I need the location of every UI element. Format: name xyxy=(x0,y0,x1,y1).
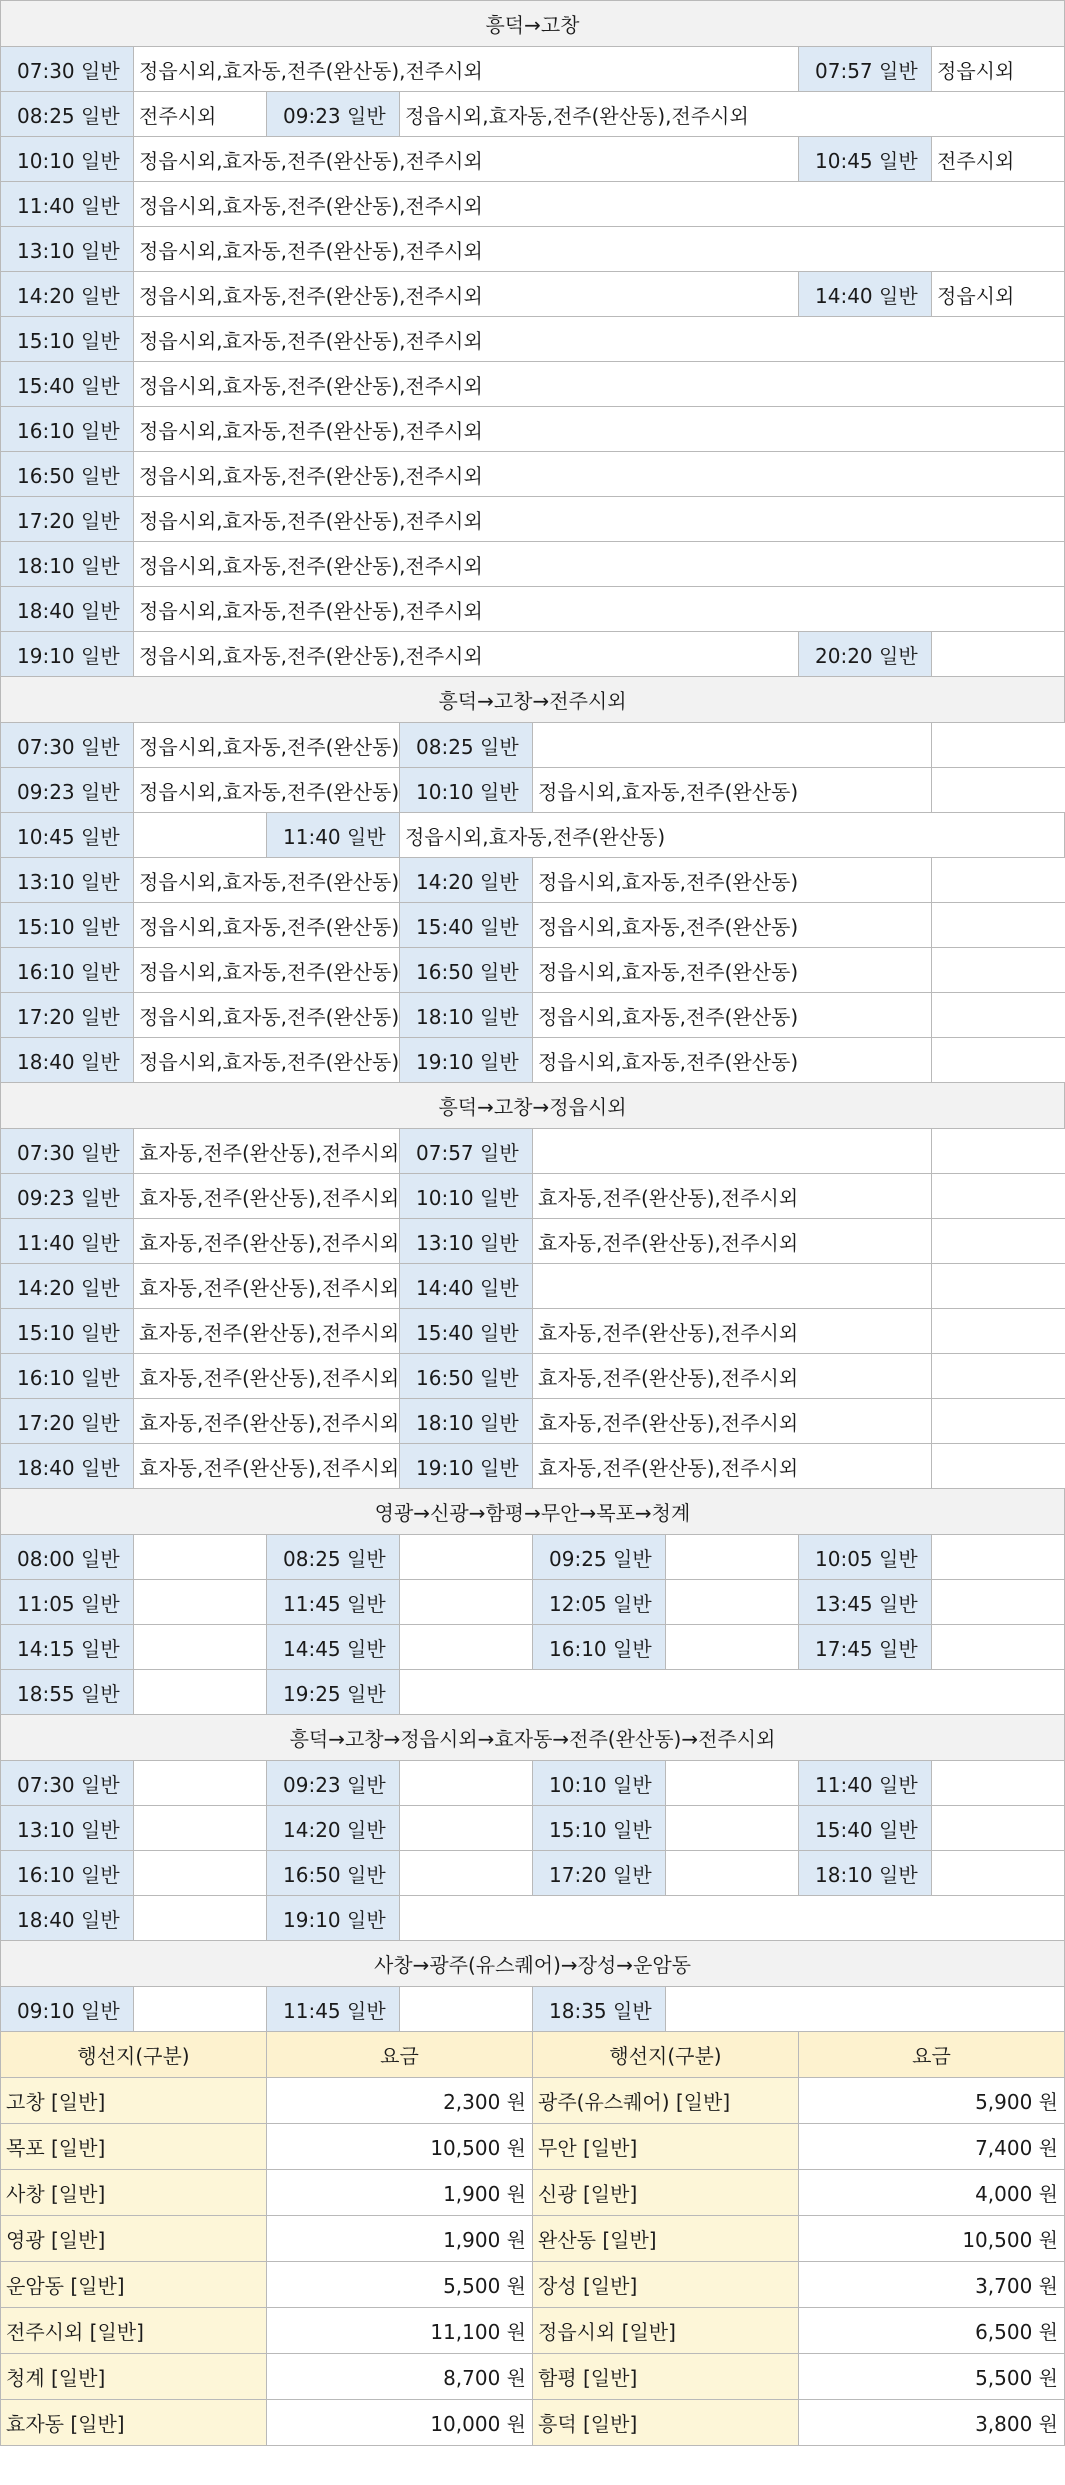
departure-time: 16:50 일반 xyxy=(267,1851,400,1895)
via-stops xyxy=(666,1987,1065,2031)
schedule-row xyxy=(1,1670,1065,1715)
via-stops: 정읍시외 xyxy=(932,47,1065,91)
fare-destination: 전주시외 [일반] xyxy=(1,2308,267,2353)
schedule-row xyxy=(1,1851,1065,1896)
departure-time: 07:30 일반 xyxy=(1,723,134,767)
via-stops: 효자동,전주(완산동),전주시외 xyxy=(134,1399,400,1443)
via-stops: 정읍시외,효자동,전주(완산동) xyxy=(533,948,932,992)
via-stops: 정읍시외,효자동,전주(완산동),전주시외 xyxy=(134,47,799,91)
fare-destination: 사창 [일반] xyxy=(1,2170,267,2215)
schedule-row xyxy=(1,1761,1065,1806)
fare-row xyxy=(1,2124,1065,2170)
via-stops: 정읍시외 xyxy=(932,272,1065,316)
fare-row xyxy=(1,2308,1065,2354)
departure-time: 09:25 일반 xyxy=(533,1535,666,1579)
via-stops: 정읍시외,효자동,전주(완산동) xyxy=(134,858,400,902)
via-stops: 정읍시외,효자동,전주(완산동),전주시외 xyxy=(134,317,1065,361)
via-stops xyxy=(666,1580,799,1624)
via-stops: 정읍시외,효자동,전주(완산동),전주시외 xyxy=(134,632,799,676)
departure-time: 14:15 일반 xyxy=(1,1625,134,1669)
departure-time: 14:40 일반 xyxy=(799,272,932,316)
route-section xyxy=(1,677,1065,1083)
departure-time: 10:10 일반 xyxy=(400,1174,533,1218)
departure-time: 11:45 일반 xyxy=(267,1580,400,1624)
fare-row xyxy=(1,2354,1065,2400)
via-stops: 효자동,전주(완산동),전주시외 xyxy=(134,1444,400,1488)
via-stops xyxy=(134,1806,267,1850)
via-stops xyxy=(932,1625,1065,1669)
via-stops xyxy=(932,632,1065,676)
departure-time: 15:10 일반 xyxy=(1,903,134,947)
fare-price: 3,700 원 xyxy=(799,2262,1065,2307)
schedule-row xyxy=(1,1129,1065,1174)
departure-time: 11:40 일반 xyxy=(267,813,400,857)
via-stops xyxy=(932,1761,1065,1805)
departure-time: 11:45 일반 xyxy=(267,1987,400,2031)
schedule-row xyxy=(1,407,1065,452)
via-stops: 효자동,전주(완산동),전주시외 xyxy=(533,1174,932,1218)
fare-destination: 장성 [일반] xyxy=(533,2262,799,2307)
departure-time: 15:10 일반 xyxy=(533,1806,666,1850)
departure-time: 18:40 일반 xyxy=(1,1038,134,1082)
via-stops: 정읍시외,효자동,전주(완산동) xyxy=(533,1038,932,1082)
departure-time: 13:10 일반 xyxy=(1,858,134,902)
via-stops xyxy=(932,1580,1065,1624)
departure-time: 14:20 일반 xyxy=(400,858,533,902)
fare-destination: 효자동 [일반] xyxy=(1,2400,267,2445)
fare-price-header: 요금 xyxy=(267,2032,533,2077)
fare-destination: 운암동 [일반] xyxy=(1,2262,267,2307)
via-stops xyxy=(533,1264,932,1308)
departure-time: 16:10 일반 xyxy=(1,1354,134,1398)
fare-destination: 영광 [일반] xyxy=(1,2216,267,2261)
fare-row xyxy=(1,2216,1065,2262)
schedule-row xyxy=(1,1625,1065,1670)
fare-price: 1,900 원 xyxy=(267,2170,533,2215)
departure-time: 13:10 일반 xyxy=(1,1806,134,1850)
via-stops: 정읍시외,효자동,전주(완산동) xyxy=(134,723,400,767)
schedule-row xyxy=(1,903,1065,948)
via-stops: 정읍시외,효자동,전주(완산동),전주시외 xyxy=(134,407,1065,451)
route-title-row xyxy=(1,1715,1065,1761)
departure-time: 07:30 일반 xyxy=(1,1129,134,1173)
via-stops xyxy=(533,723,932,767)
fare-price: 2,300 원 xyxy=(267,2078,533,2123)
departure-time: 18:55 일반 xyxy=(1,1670,134,1714)
via-stops xyxy=(400,1896,1065,1940)
schedule-row xyxy=(1,1038,1065,1083)
via-stops xyxy=(400,1987,533,2031)
fare-price: 11,100 원 xyxy=(267,2308,533,2353)
departure-time: 09:23 일반 xyxy=(267,1761,400,1805)
fare-destination: 완산동 [일반] xyxy=(533,2216,799,2261)
fare-table xyxy=(1,2032,1065,2446)
departure-time: 18:10 일반 xyxy=(400,1399,533,1443)
via-stops xyxy=(400,1625,533,1669)
departure-time: 13:10 일반 xyxy=(1,227,134,271)
schedule-row xyxy=(1,47,1065,92)
departure-time: 13:10 일반 xyxy=(400,1219,533,1263)
departure-time: 19:10 일반 xyxy=(1,632,134,676)
departure-time: 18:40 일반 xyxy=(1,1896,134,1940)
departure-time: 17:20 일반 xyxy=(1,993,134,1037)
via-stops: 정읍시외,효자동,전주(완산동) xyxy=(134,993,400,1037)
departure-time: 10:05 일반 xyxy=(799,1535,932,1579)
via-stops: 정읍시외,효자동,전주(완산동) xyxy=(533,903,932,947)
fare-price: 10,500 원 xyxy=(267,2124,533,2169)
fare-row xyxy=(1,2078,1065,2124)
departure-time: 11:40 일반 xyxy=(1,1219,134,1263)
schedule-row xyxy=(1,768,1065,813)
route-title: 영광→신광→함평→무안→목포→청계 xyxy=(374,1501,691,1525)
via-stops xyxy=(134,1987,267,2031)
via-stops: 정읍시외,효자동,전주(완산동) xyxy=(533,858,932,902)
departure-time: 10:45 일반 xyxy=(1,813,134,857)
via-stops xyxy=(666,1625,799,1669)
via-stops: 전주시외 xyxy=(134,92,267,136)
fare-destination: 고창 [일반] xyxy=(1,2078,267,2123)
via-stops: 정읍시외,효자동,전주(완산동),전주시외 xyxy=(134,542,1065,586)
schedule-row xyxy=(1,723,1065,768)
fare-destination: 정읍시외 [일반] xyxy=(533,2308,799,2353)
schedule-row xyxy=(1,137,1065,182)
departure-time: 10:45 일반 xyxy=(799,137,932,181)
route-title: 사창→광주(유스퀘어)→장성→운암동 xyxy=(373,1953,692,1977)
fare-price: 10,000 원 xyxy=(267,2400,533,2445)
via-stops: 정읍시외,효자동,전주(완산동),전주시외 xyxy=(134,452,1065,496)
fare-row xyxy=(1,2262,1065,2308)
departure-time: 19:10 일반 xyxy=(400,1038,533,1082)
route-title-row xyxy=(1,1489,1065,1535)
via-stops: 정읍시외,효자동,전주(완산동) xyxy=(134,903,400,947)
schedule-row xyxy=(1,948,1065,993)
departure-time: 19:10 일반 xyxy=(400,1444,533,1488)
fare-header-row xyxy=(1,2032,1065,2078)
via-stops xyxy=(400,1851,533,1895)
departure-time: 15:40 일반 xyxy=(400,903,533,947)
via-stops: 정읍시외,효자동,전주(완산동),전주시외 xyxy=(134,272,799,316)
via-stops: 정읍시외,효자동,전주(완산동),전주시외 xyxy=(134,182,1065,226)
fare-price: 10,500 원 xyxy=(799,2216,1065,2261)
departure-time: 18:40 일반 xyxy=(1,1444,134,1488)
schedule-row xyxy=(1,227,1065,272)
departure-time: 08:25 일반 xyxy=(400,723,533,767)
departure-time: 10:10 일반 xyxy=(1,137,134,181)
schedule-row xyxy=(1,1896,1065,1941)
schedule-row xyxy=(1,813,1065,858)
fare-destination: 무안 [일반] xyxy=(533,2124,799,2169)
fare-row xyxy=(1,2170,1065,2216)
via-stops xyxy=(134,1896,267,1940)
route-title: 흥덕→고창→정읍시외→효자동→전주(완산동)→전주시외 xyxy=(289,1727,776,1751)
via-stops: 정읍시외,효자동,전주(완산동),전주시외 xyxy=(134,497,1065,541)
fare-destination: 목포 [일반] xyxy=(1,2124,267,2169)
departure-time: 18:10 일반 xyxy=(400,993,533,1037)
departure-time: 14:45 일반 xyxy=(267,1625,400,1669)
via-stops: 정읍시외,효자동,전주(완산동),전주시외 xyxy=(400,92,1065,136)
schedule-row xyxy=(1,497,1065,542)
schedule-row xyxy=(1,632,1065,677)
via-stops: 효자동,전주(완산동),전주시외 xyxy=(533,1444,932,1488)
via-stops xyxy=(400,1670,1065,1714)
schedule-row xyxy=(1,182,1065,227)
via-stops xyxy=(134,1670,267,1714)
schedule-row xyxy=(1,1309,1065,1354)
departure-time: 09:10 일반 xyxy=(1,1987,134,2031)
fare-destination: 광주(유스퀘어) [일반] xyxy=(533,2078,799,2123)
schedule-row xyxy=(1,317,1065,362)
schedule-row xyxy=(1,1354,1065,1399)
departure-time: 10:10 일반 xyxy=(400,768,533,812)
departure-time: 17:20 일반 xyxy=(1,1399,134,1443)
departure-time: 15:10 일반 xyxy=(1,317,134,361)
route-title-row xyxy=(1,1083,1065,1129)
departure-time: 15:10 일반 xyxy=(1,1309,134,1353)
departure-time: 18:10 일반 xyxy=(799,1851,932,1895)
departure-time: 19:25 일반 xyxy=(267,1670,400,1714)
fare-price: 5,500 원 xyxy=(799,2354,1065,2399)
schedule-row xyxy=(1,272,1065,317)
departure-time: 18:40 일반 xyxy=(1,587,134,631)
departure-time: 18:35 일반 xyxy=(533,1987,666,2031)
departure-time: 11:05 일반 xyxy=(1,1580,134,1624)
schedule-row xyxy=(1,92,1065,137)
departure-time: 16:10 일반 xyxy=(533,1625,666,1669)
via-stops xyxy=(134,1761,267,1805)
via-stops xyxy=(533,1129,932,1173)
via-stops: 효자동,전주(완산동),전주시외 xyxy=(134,1174,400,1218)
via-stops: 효자동,전주(완산동),전주시외 xyxy=(134,1264,400,1308)
route-title-row xyxy=(1,677,1065,723)
departure-time: 09:23 일반 xyxy=(1,1174,134,1218)
route-section xyxy=(1,1941,1065,2032)
via-stops: 정읍시외,효자동,전주(완산동) xyxy=(134,948,400,992)
schedule-row xyxy=(1,452,1065,497)
departure-time: 18:10 일반 xyxy=(1,542,134,586)
departure-time: 13:45 일반 xyxy=(799,1580,932,1624)
schedule-row xyxy=(1,1174,1065,1219)
via-stops xyxy=(666,1535,799,1579)
fare-destination: 신광 [일반] xyxy=(533,2170,799,2215)
fare-price-header: 요금 xyxy=(799,2032,1065,2077)
departure-time: 07:30 일반 xyxy=(1,47,134,91)
via-stops: 효자동,전주(완산동),전주시외 xyxy=(134,1219,400,1263)
schedule-row xyxy=(1,1580,1065,1625)
departure-time: 17:45 일반 xyxy=(799,1625,932,1669)
via-stops: 정읍시외,효자동,전주(완산동),전주시외 xyxy=(134,227,1065,271)
departure-time: 19:10 일반 xyxy=(267,1896,400,1940)
schedule-row xyxy=(1,858,1065,903)
route-title-row xyxy=(1,1,1065,47)
departure-time: 14:20 일반 xyxy=(1,1264,134,1308)
fare-price: 8,700 원 xyxy=(267,2354,533,2399)
via-stops: 효자동,전주(완산동),전주시외 xyxy=(533,1309,932,1353)
departure-time: 09:23 일반 xyxy=(1,768,134,812)
via-stops xyxy=(134,813,267,857)
via-stops: 정읍시외,효자동,전주(완산동),전주시외 xyxy=(134,362,1065,406)
via-stops: 정읍시외,효자동,전주(완산동),전주시외 xyxy=(134,137,799,181)
schedule-row xyxy=(1,1444,1065,1489)
departure-time: 17:20 일반 xyxy=(1,497,134,541)
via-stops: 정읍시외,효자동,전주(완산동),전주시외 xyxy=(134,587,1065,631)
via-stops xyxy=(932,1806,1065,1850)
route-section xyxy=(1,1489,1065,1715)
departure-time: 15:40 일반 xyxy=(1,362,134,406)
route-title: 흥덕→고창→전주시외 xyxy=(438,689,627,713)
departure-time: 08:00 일반 xyxy=(1,1535,134,1579)
route-section xyxy=(1,1,1065,677)
fare-row xyxy=(1,2400,1065,2446)
departure-time: 07:30 일반 xyxy=(1,1761,134,1805)
departure-time: 08:25 일반 xyxy=(1,92,134,136)
departure-time: 20:20 일반 xyxy=(799,632,932,676)
fare-price: 5,900 원 xyxy=(799,2078,1065,2123)
via-stops: 전주시외 xyxy=(932,137,1065,181)
departure-time: 12:05 일반 xyxy=(533,1580,666,1624)
fare-price: 1,900 원 xyxy=(267,2216,533,2261)
fare-destination: 함평 [일반] xyxy=(533,2354,799,2399)
via-stops xyxy=(932,1535,1065,1579)
via-stops xyxy=(134,1625,267,1669)
route-title-row xyxy=(1,1941,1065,1987)
schedule-row xyxy=(1,1264,1065,1309)
fare-destination: 청계 [일반] xyxy=(1,2354,267,2399)
schedule-row xyxy=(1,1535,1065,1580)
departure-time: 15:40 일반 xyxy=(400,1309,533,1353)
schedule-row xyxy=(1,993,1065,1038)
departure-time: 16:10 일반 xyxy=(1,1851,134,1895)
departure-time: 08:25 일반 xyxy=(267,1535,400,1579)
via-stops xyxy=(666,1851,799,1895)
route-section xyxy=(1,1715,1065,1941)
fare-price: 4,000 원 xyxy=(799,2170,1065,2215)
departure-time: 07:57 일반 xyxy=(400,1129,533,1173)
route-title: 흥덕→고창 xyxy=(485,13,580,37)
via-stops xyxy=(666,1761,799,1805)
departure-time: 16:50 일반 xyxy=(400,1354,533,1398)
departure-time: 11:40 일반 xyxy=(1,182,134,226)
departure-time: 16:50 일반 xyxy=(400,948,533,992)
departure-time: 07:57 일반 xyxy=(799,47,932,91)
departure-time: 10:10 일반 xyxy=(533,1761,666,1805)
via-stops: 정읍시외,효자동,전주(완산동) xyxy=(134,1038,400,1082)
via-stops xyxy=(134,1535,267,1579)
via-stops: 효자동,전주(완산동),전주시외 xyxy=(533,1399,932,1443)
departure-time: 14:40 일반 xyxy=(400,1264,533,1308)
via-stops xyxy=(400,1806,533,1850)
departure-time: 14:20 일반 xyxy=(1,272,134,316)
schedule-row xyxy=(1,1806,1065,1851)
via-stops: 효자동,전주(완산동),전주시외 xyxy=(134,1354,400,1398)
fare-price: 7,400 원 xyxy=(799,2124,1065,2169)
via-stops xyxy=(134,1851,267,1895)
via-stops: 효자동,전주(완산동),전주시외 xyxy=(134,1309,400,1353)
schedule-row xyxy=(1,1399,1065,1444)
departure-time: 15:40 일반 xyxy=(799,1806,932,1850)
via-stops xyxy=(400,1761,533,1805)
via-stops: 효자동,전주(완산동),전주시외 xyxy=(533,1219,932,1263)
departure-time: 11:40 일반 xyxy=(799,1761,932,1805)
via-stops xyxy=(134,1580,267,1624)
departure-time: 09:23 일반 xyxy=(267,92,400,136)
via-stops xyxy=(932,1851,1065,1895)
fare-destination: 흥덕 [일반] xyxy=(533,2400,799,2445)
fare-destination-header: 행선지(구분) xyxy=(533,2032,799,2077)
departure-time: 14:20 일반 xyxy=(267,1806,400,1850)
fare-price: 3,800 원 xyxy=(799,2400,1065,2445)
via-stops: 정읍시외,효자동,전주(완산동) xyxy=(533,768,932,812)
via-stops xyxy=(400,1580,533,1624)
via-stops: 효자동,전주(완산동),전주시외 xyxy=(533,1354,932,1398)
schedule-row xyxy=(1,542,1065,587)
schedule-row xyxy=(1,1219,1065,1264)
departure-time: 16:10 일반 xyxy=(1,948,134,992)
schedule-row xyxy=(1,1987,1065,2032)
via-stops xyxy=(400,1535,533,1579)
departure-time: 16:10 일반 xyxy=(1,407,134,451)
via-stops xyxy=(666,1806,799,1850)
via-stops: 효자동,전주(완산동),전주시외 xyxy=(134,1129,400,1173)
schedule-row xyxy=(1,587,1065,632)
schedule-row xyxy=(1,362,1065,407)
fare-destination-header: 행선지(구분) xyxy=(1,2032,267,2077)
departure-time: 16:50 일반 xyxy=(1,452,134,496)
route-section xyxy=(1,1083,1065,1489)
fare-price: 6,500 원 xyxy=(799,2308,1065,2353)
fare-price: 5,500 원 xyxy=(267,2262,533,2307)
via-stops: 정읍시외,효자동,전주(완산동) xyxy=(533,993,932,1037)
via-stops: 정읍시외,효자동,전주(완산동) xyxy=(400,813,1065,857)
departure-time: 17:20 일반 xyxy=(533,1851,666,1895)
via-stops: 정읍시외,효자동,전주(완산동) xyxy=(134,768,400,812)
route-title: 흥덕→고창→정읍시외 xyxy=(438,1095,627,1119)
